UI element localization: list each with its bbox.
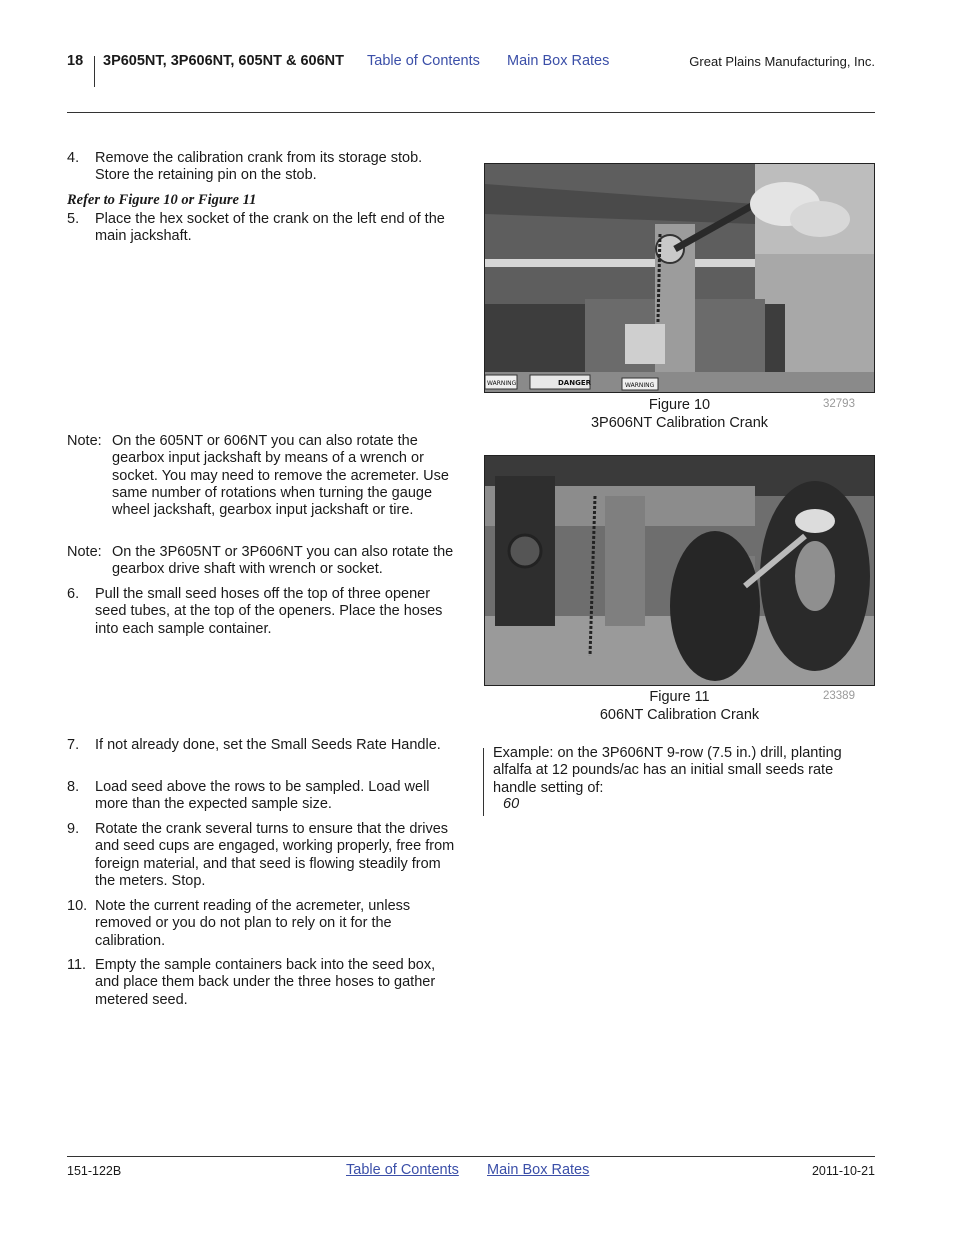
step-text: Place the hex socket of the crank on the left end of the main jackshaft. <box>95 211 445 245</box>
note-label: Note: <box>67 544 102 560</box>
header-rates-link[interactable]: Main Box Rates <box>507 53 610 69</box>
figure-10-title: 3P606NT Calibration Crank <box>590 414 769 431</box>
note-text: On the 605NT or 606NT you can also rotate the gearbox input jackshaft by means of a wrench or socket. You may need to remove the acremeter. Use same number of rotations when turning the gauge wheel jackshaft, gearbox input jackshaft or tire. <box>112 433 449 519</box>
step-number: 11. <box>67 957 87 973</box>
example-bar <box>483 748 484 816</box>
footer-rates-link[interactable]: Main Box Rates <box>487 1162 590 1178</box>
figure-11-caption <box>484 689 875 724</box>
step-6 <box>67 586 459 638</box>
footer-date: 2011-10-21 <box>811 1164 875 1178</box>
decal-warning-left: WARNING <box>487 380 517 387</box>
step-10 <box>67 898 459 950</box>
note-3p605nt <box>67 544 459 579</box>
step-4 <box>67 150 459 185</box>
step-text: Empty the sample containers back into the seed box, and place them back under the three hoses to gather metered seed. <box>95 957 436 1008</box>
step-text: Rotate the crank several turns to ensure that the drives and seed cups are engaged, working properly, free from foreign material, and that seed is flowing steadily from the meters. Stop. <box>95 821 455 889</box>
footer-toc-link[interactable]: Table of Contents <box>346 1162 459 1178</box>
step-number: 7. <box>67 737 80 753</box>
header-toc-link[interactable]: Table of Contents <box>367 53 480 69</box>
figure-10-photo <box>484 163 875 393</box>
step-text: Pull the small seed hoses off the top of three opener seed tubes, at the top of the openers. Place the hoses into each sample container. <box>95 586 443 637</box>
step-number: 5. <box>67 211 80 227</box>
header-rule <box>67 112 875 113</box>
gauge-wheel-crank-illustration <box>485 456 874 685</box>
header-company: Great Plains Manufacturing, Inc. <box>689 54 875 69</box>
step-7 <box>67 737 459 754</box>
footer-rule <box>67 1156 875 1157</box>
calibration-crank-illustration <box>485 164 874 392</box>
step-number: 8. <box>67 779 80 795</box>
note-label: Note: <box>67 433 102 449</box>
step-text: Load seed above the rows to be sampled. Load well more than the expected sample size. <box>95 779 430 813</box>
step-text: Note the current reading of the acremeter, unless removed or you do not plan to rely on it for the calibration. <box>95 898 411 949</box>
step-8 <box>67 779 459 814</box>
figure-11-title: 606NT Calibration Crank <box>599 706 760 723</box>
figure-11-photo-number: 23389 <box>823 690 855 702</box>
step-9 <box>67 821 459 890</box>
step-number: 9. <box>67 821 80 837</box>
step-number: 6. <box>67 586 80 602</box>
step-text: Remove the calibration crank from its storage stob. Store the retaining pin on the stob. <box>95 150 423 184</box>
step-text: If not already done, set the Small Seeds Rate Handle. <box>95 737 441 753</box>
figure-11-label: Figure 11 <box>649 689 710 705</box>
refer-figures: Refer to Figure 10 or Figure 11 <box>67 192 257 208</box>
page-number: 18 <box>67 53 84 69</box>
note-text: On the 3P605NT or 3P606NT you can also rotate the gearbox drive shaft with wrench or socket. <box>112 544 454 578</box>
step-11 <box>67 957 459 1009</box>
figure-10-label: Figure 10 <box>648 397 711 413</box>
note-605nt <box>67 433 459 519</box>
decal-warning-right: WARNING <box>625 382 655 389</box>
step-5 <box>67 211 459 246</box>
step-number: 4. <box>67 150 80 166</box>
decal-danger: DANGER <box>558 379 592 387</box>
example-text: Example: on the 3P606NT 9-row (7.5 in.) drill, planting alfalfa at 12 pounds/ac has an initial small seeds rate handle setting of: <box>493 745 842 796</box>
figure-10-photo-number: 32793 <box>823 398 855 410</box>
example-value: 60 <box>503 796 520 812</box>
header-divider <box>94 56 95 87</box>
step-number: 10. <box>67 898 88 914</box>
footer-doc-number: 151-122B <box>67 1164 122 1178</box>
figure-11-photo <box>484 455 875 686</box>
header-title: 3P605NT, 3P606NT, 605NT & 606NT <box>103 53 344 69</box>
figure-10-caption <box>484 397 875 432</box>
